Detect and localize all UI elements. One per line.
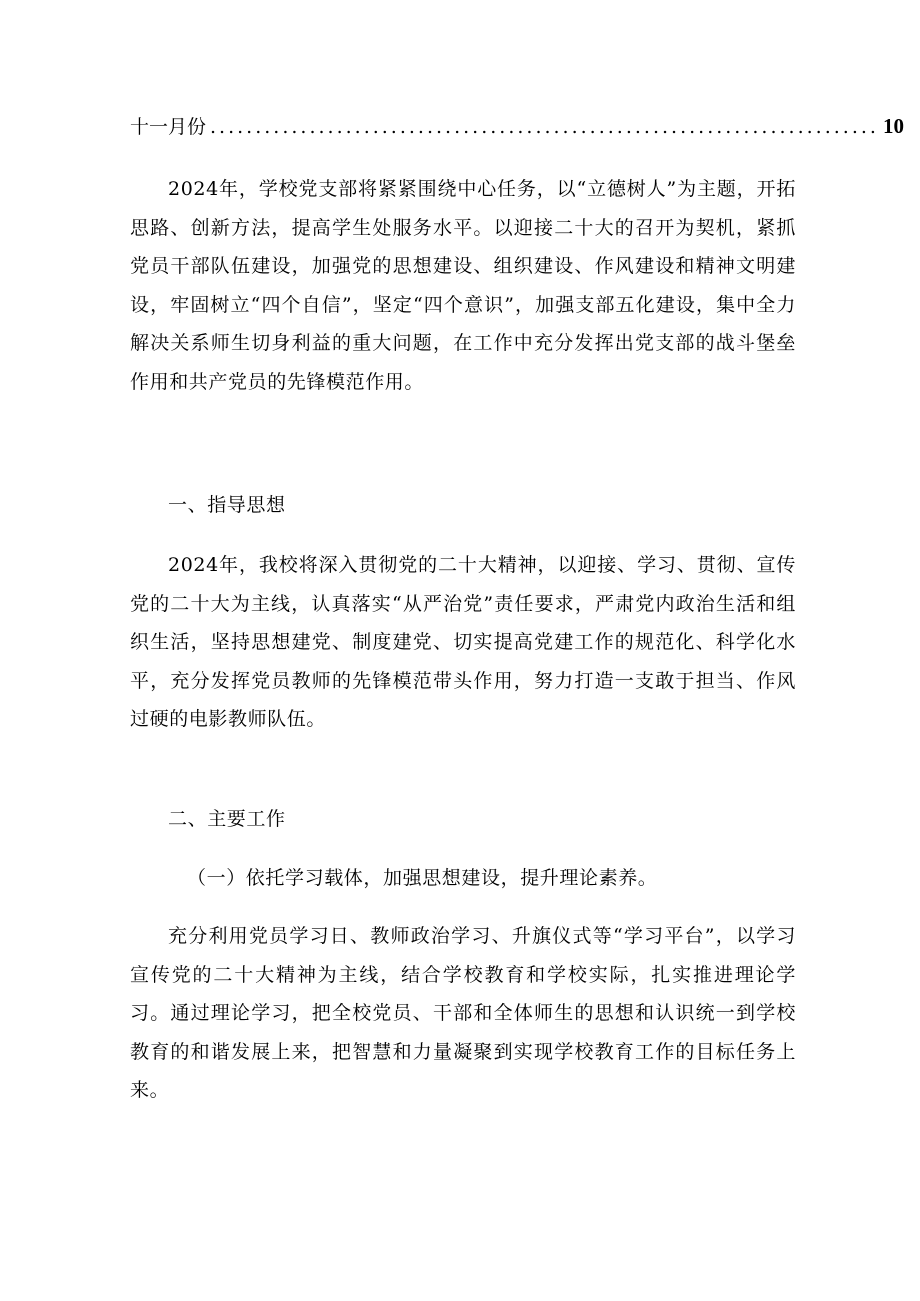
toc-leader-dots: .......................................................................... (210, 116, 879, 138)
intro-paragraph: 2024年，学校党支部将紧紧围绕中心任务，以“立德树人”为主题，开拓思路、创新方法，提高学生处服务水平。以迎接二十大的召开为契机，紧抓党员干部队伍建设，加强党的思想建设、组织建设、作风建设和精神文明建设，牢固树立“四个自信”，坚定“四个意识”，加强支部五化建设，集中全力解决关系师生切身利益的重大问题，在工作中充分发挥出党支部的战斗堡垒作用和共产党员的先锋模范作用。 (130, 178, 796, 393)
subsection-heading-study-carrier: （一）依托学习载体，加强思想建设，提升理论素养。 (187, 867, 658, 889)
toc-page-number: 10 (882, 114, 904, 138)
section-heading-guiding-ideology: 一、指导思想 (168, 494, 286, 516)
section-heading-main-work: 二、主要工作 (168, 808, 286, 830)
study-carrier-paragraph: 充分利用党员学习日、教师政治学习、升旗仪式等“学习平台”，以学习宣传党的二十大精神为主线，结合学校教育和学校实际，扎实推进理论学习。通过理论学习，把全校党员、干部和全体师生的思想和认识统一到学校教育的和谐发展上来，把智慧和力量凝聚到实现学校教育工作的目标任务上来。 (130, 925, 796, 1102)
guiding-ideology-paragraph: 2024年，我校将深入贯彻党的二十大精神，以迎接、学习、贯彻、宣传党的二十大为主线，认真落实“从严治党”责任要求，严肃党内政治生活和组织生活，坚持思想建党、制度建党、切实提高党建工作的规范化、科学化水平，充分发挥党员教师的先锋模范带头作用，努力打造一支敢于担当、作风过硬的电影教师队伍。 (130, 554, 796, 731)
toc-entry-label: 十一月份 (130, 116, 207, 138)
toc-entry (130, 112, 904, 141)
